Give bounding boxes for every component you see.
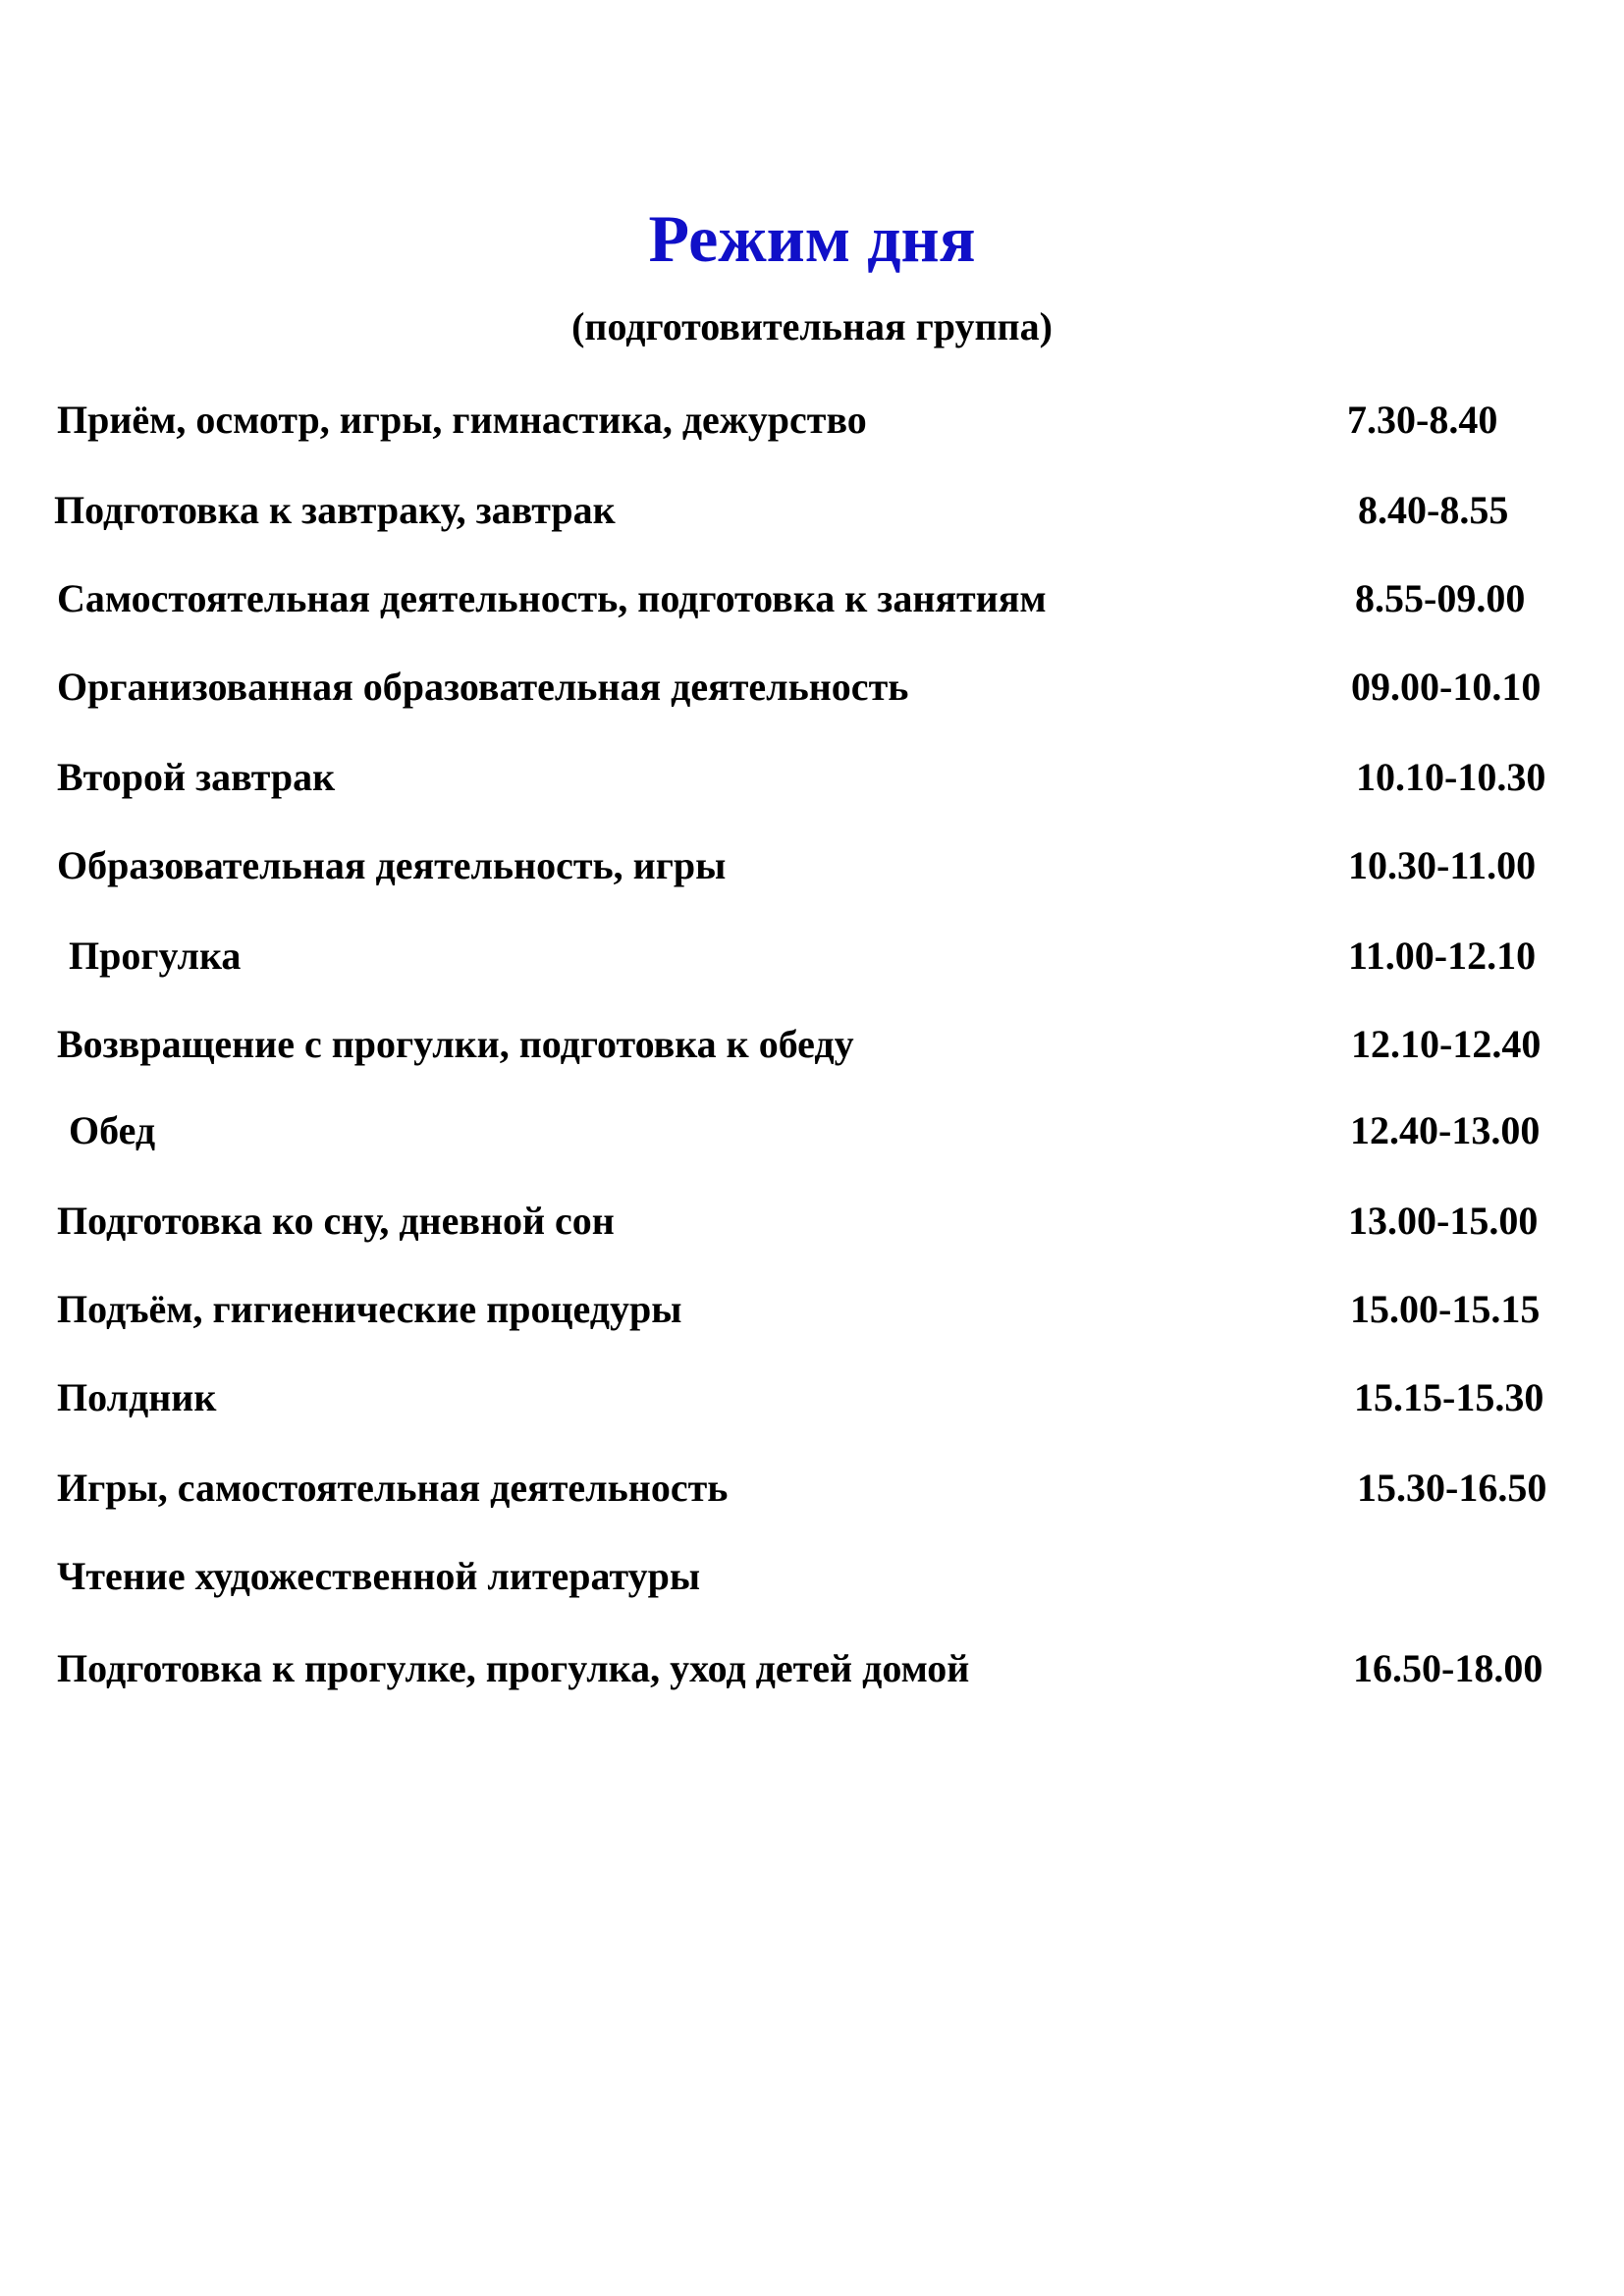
schedule-row — [0, 840, 1624, 891]
schedule-time: 12.10-12.40 — [1351, 1022, 1542, 1066]
schedule-activity: Чтение художественной литературы — [57, 1554, 701, 1598]
schedule-row — [0, 1372, 1624, 1423]
schedule-row — [0, 1643, 1624, 1694]
schedule-time: 13.00-15.00 — [1348, 1199, 1539, 1243]
schedule-row — [0, 395, 1624, 446]
schedule-row — [0, 662, 1624, 713]
schedule-activity: Игры, самостоятельная деятельность — [57, 1466, 729, 1510]
schedule-time: 8.40-8.55 — [1358, 488, 1509, 532]
schedule-activity: Приём, осмотр, игры, гимнастика, дежурство — [57, 398, 867, 442]
schedule-activity: Полдник — [57, 1375, 217, 1419]
schedule-activity: Организованная образовательная деятельность — [57, 665, 909, 709]
schedule-activity: Прогулка — [69, 934, 242, 978]
schedule-row — [0, 1196, 1624, 1247]
schedule-row — [0, 1284, 1624, 1335]
schedule-time: 11.00-12.10 — [1348, 934, 1537, 978]
schedule-activity: Обед — [69, 1108, 156, 1152]
schedule-row — [0, 1019, 1624, 1070]
schedule-time: 12.40-13.00 — [1350, 1108, 1541, 1152]
schedule-activity: Подготовка к прогулке, прогулка, уход детей домой — [57, 1646, 970, 1690]
schedule-activity: Подготовка к завтраку, завтрак — [54, 488, 616, 532]
schedule-row — [0, 1463, 1624, 1514]
schedule-activity: Возвращение с прогулки, подготовка к обеду — [57, 1022, 854, 1066]
schedule-time: 16.50-18.00 — [1353, 1646, 1543, 1690]
schedule-time: 15.30-16.50 — [1357, 1466, 1547, 1510]
schedule-time: 15.15-15.30 — [1354, 1375, 1544, 1419]
schedule-row — [0, 573, 1624, 624]
schedule-row — [0, 931, 1624, 982]
schedule-row — [0, 485, 1624, 536]
schedule-activity: Второй завтрак — [57, 755, 336, 799]
schedule-time: 15.00-15.15 — [1350, 1287, 1541, 1331]
schedule-row — [0, 1551, 1624, 1602]
schedule-activity: Подготовка ко сну, дневной сон — [57, 1199, 615, 1243]
schedule-time: 10.10-10.30 — [1356, 755, 1546, 799]
schedule-time: 7.30-8.40 — [1347, 398, 1498, 442]
schedule-time: 09.00-10.10 — [1351, 665, 1542, 709]
page-subtitle: (подготовительная группа) — [571, 304, 1053, 348]
schedule-activity: Самостоятельная деятельность, подготовка к занятиям — [57, 576, 1047, 620]
schedule-activity: Образовательная деятельность, игры — [57, 843, 727, 887]
schedule-row — [0, 1105, 1624, 1156]
schedule-time: 10.30-11.00 — [1348, 843, 1537, 887]
page-title: Режим дня — [648, 201, 976, 276]
schedule-time: 8.55-09.00 — [1355, 576, 1526, 620]
schedule-activity: Подъём, гигиенические процедуры — [57, 1287, 682, 1331]
schedule-row — [0, 752, 1624, 803]
